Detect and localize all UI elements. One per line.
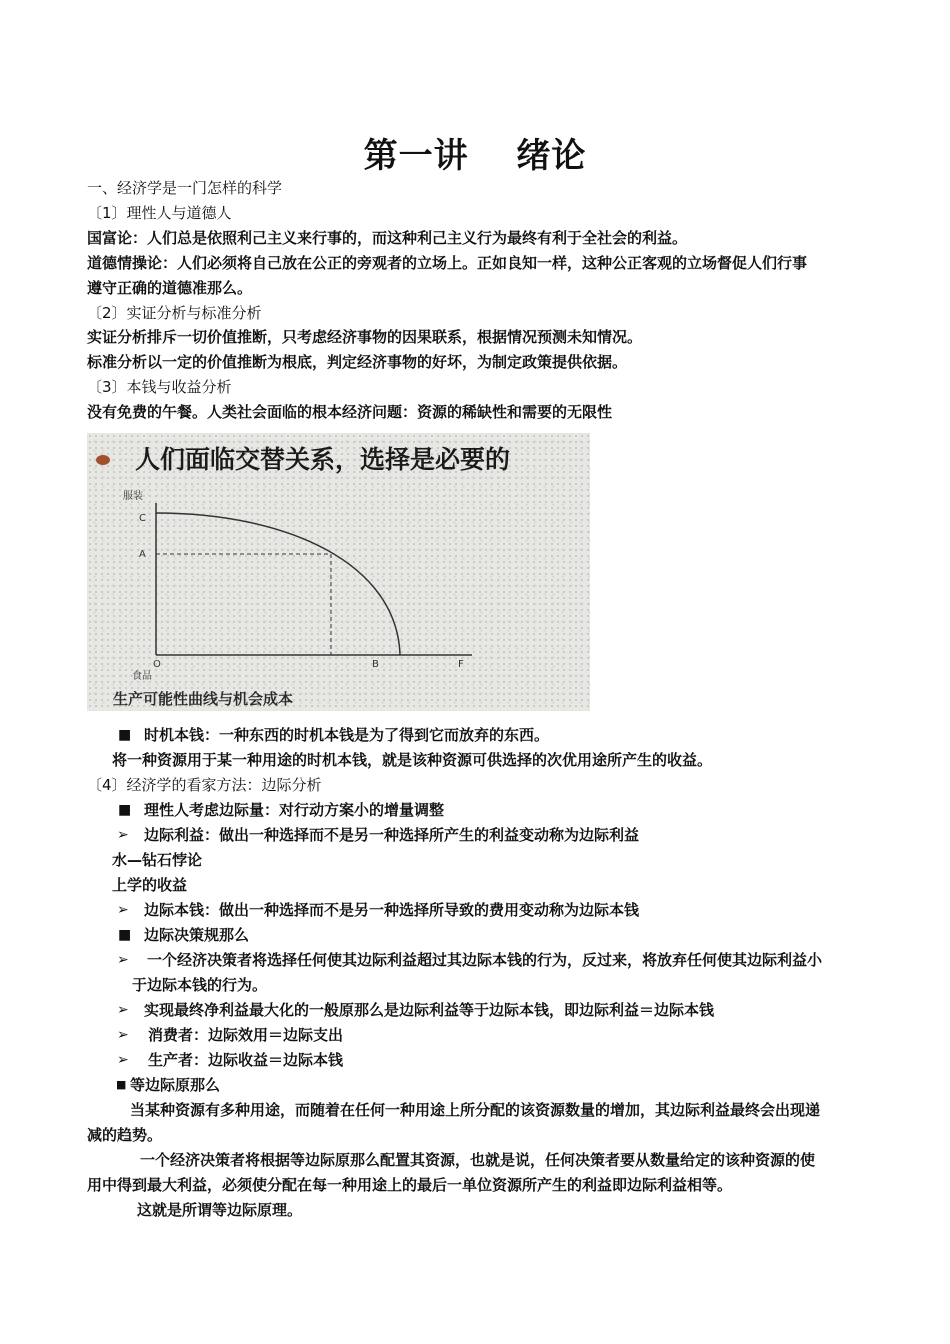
subsection-heading-2: 〔2〕实证分析与标准分析 bbox=[87, 304, 262, 322]
paragraph-marginal-rule: 边际决策规那么 bbox=[144, 926, 250, 944]
paragraph-marginal-thinking: 理性人考虑边际量：对行动方案小的增量调整 bbox=[144, 801, 445, 819]
square-bullet-icon: ■ bbox=[118, 802, 132, 818]
paragraph-positive-analysis: 实证分析排斥一切价值推断，只考虑经济事物的因果联系，根据情况预测未知情况。 bbox=[87, 328, 643, 346]
subsection-heading-4: 〔4〕经济学的看家方法：边际分析 bbox=[87, 776, 322, 794]
label-o: O bbox=[153, 659, 161, 670]
y-axis-label: 服装 bbox=[123, 491, 143, 502]
paragraph-diminishing-line2: 减的趋势。 bbox=[87, 1126, 163, 1144]
ppf-figure bbox=[87, 433, 590, 711]
paragraph-moral-sentiments-line2: 遵守正确的道德准那么。 bbox=[87, 279, 253, 297]
ppf-curve bbox=[156, 513, 400, 655]
figure-heading: 人们面临交替关系，选择是必要的 bbox=[135, 445, 511, 474]
label-c: C bbox=[139, 513, 146, 524]
paragraph-no-free-lunch: 没有免费的午餐。人类社会面临的根本经济问题：资源的稀缺性和需要的无限性 bbox=[87, 403, 613, 421]
label-a: A bbox=[139, 549, 146, 560]
figure-caption: 生产可能性曲线与机会成本 bbox=[113, 690, 294, 708]
label-b: B bbox=[372, 659, 379, 670]
arrow-bullet-icon: ➢ bbox=[117, 1002, 129, 1018]
arrow-bullet-icon: ➢ bbox=[117, 902, 129, 918]
arrow-bullet-icon: ➢ bbox=[117, 952, 129, 968]
paragraph-decision-maker-line2: 于边际本钱的行为。 bbox=[132, 976, 268, 994]
paragraph-net-benefit: 实现最终净利益最大化的一般原那么是边际利益等于边际本钱，即边际利益＝边际本钱 bbox=[144, 1001, 715, 1019]
ppf-plot bbox=[87, 433, 590, 711]
square-bullet-icon: ■ bbox=[116, 1078, 127, 1091]
paragraph-consumer: 消费者：边际效用＝边际支出 bbox=[148, 1026, 344, 1044]
arrow-bullet-icon: ➢ bbox=[117, 1052, 129, 1068]
paragraph-opportunity-cost-definition: 将一种资源用于某一种用途的时机本钱，就是该种资源可供选择的次优用途所产生的收益。 bbox=[112, 751, 713, 769]
section-heading-1: 一、经济学是一门怎样的科学 bbox=[87, 179, 283, 197]
paragraph-school-return: 上学的收益 bbox=[112, 876, 188, 894]
page-title: 第一讲 绪论 bbox=[363, 136, 587, 176]
paragraph-allocation-line1: 一个经济决策者将根据等边际原那么配置其资源，也就是说，任何决策者要从数量给定的该种资源的使 bbox=[140, 1151, 816, 1169]
paragraph-producer: 生产者：边际收益＝边际本钱 bbox=[148, 1051, 344, 1069]
subsection-heading-3: 〔3〕本钱与收益分析 bbox=[87, 378, 232, 396]
paragraph-diminishing-line1: 当某种资源有多种用途，而随着在任何一种用途上所分配的该资源数量的增加，其边际利益最终会出现递 bbox=[130, 1101, 821, 1119]
paragraph-normative-analysis: 标准分析以一定的价值推断为根底，判定经济事物的好坏，为制定政策提供依据。 bbox=[87, 353, 628, 371]
paragraph-opportunity-cost: 时机本钱：一种东西的时机本钱是为了得到它而放弃的东西。 bbox=[144, 726, 550, 744]
arrow-bullet-icon: ➢ bbox=[117, 1027, 129, 1043]
x-axis-label: 食品 bbox=[132, 671, 152, 682]
paragraph-marginal-benefit: 边际利益：做出一种选择而不是另一种选择所产生的利益变动称为边际利益 bbox=[144, 826, 640, 844]
arrow-bullet-icon: ➢ bbox=[117, 827, 129, 843]
paragraph-moral-sentiments-line1: 道德情操论：人们必须将自己放在公正的旁观者的立场上。正如良知一样，这种公正客观的立场督促人们行事 bbox=[87, 254, 808, 272]
paragraph-equal-marginal-principle: 这就是所谓等边际原理。 bbox=[137, 1201, 303, 1219]
subsection-heading-1: 〔1〕理性人与道德人 bbox=[87, 204, 232, 222]
paragraph-marginal-cost: 边际本钱：做出一种选择而不是另一种选择所导致的费用变动称为边际本钱 bbox=[144, 901, 640, 919]
paragraph-water-diamond: 水—钻石悖论 bbox=[112, 851, 203, 869]
square-bullet-icon: ■ bbox=[118, 927, 132, 943]
label-f: F bbox=[458, 659, 464, 670]
paragraph-equal-marginal: 等边际原那么 bbox=[130, 1076, 221, 1094]
square-bullet-icon: ■ bbox=[118, 727, 132, 743]
paragraph-allocation-line2: 用中得到最大利益，必须使分配在每一种用途上的最后一单位资源所产生的利益即边际利益相等。 bbox=[87, 1176, 733, 1194]
paragraph-decision-maker-line1: 一个经济决策者将选择任何使其边际利益超过其边际本钱的行为，反过来，将放弃任何使其边际利益小 bbox=[147, 951, 823, 969]
paragraph-wealth-of-nations: 国富论：人们总是依照利己主义来行事的，而这种利己主义行为最终有利于全社会的利益。 bbox=[87, 229, 688, 247]
